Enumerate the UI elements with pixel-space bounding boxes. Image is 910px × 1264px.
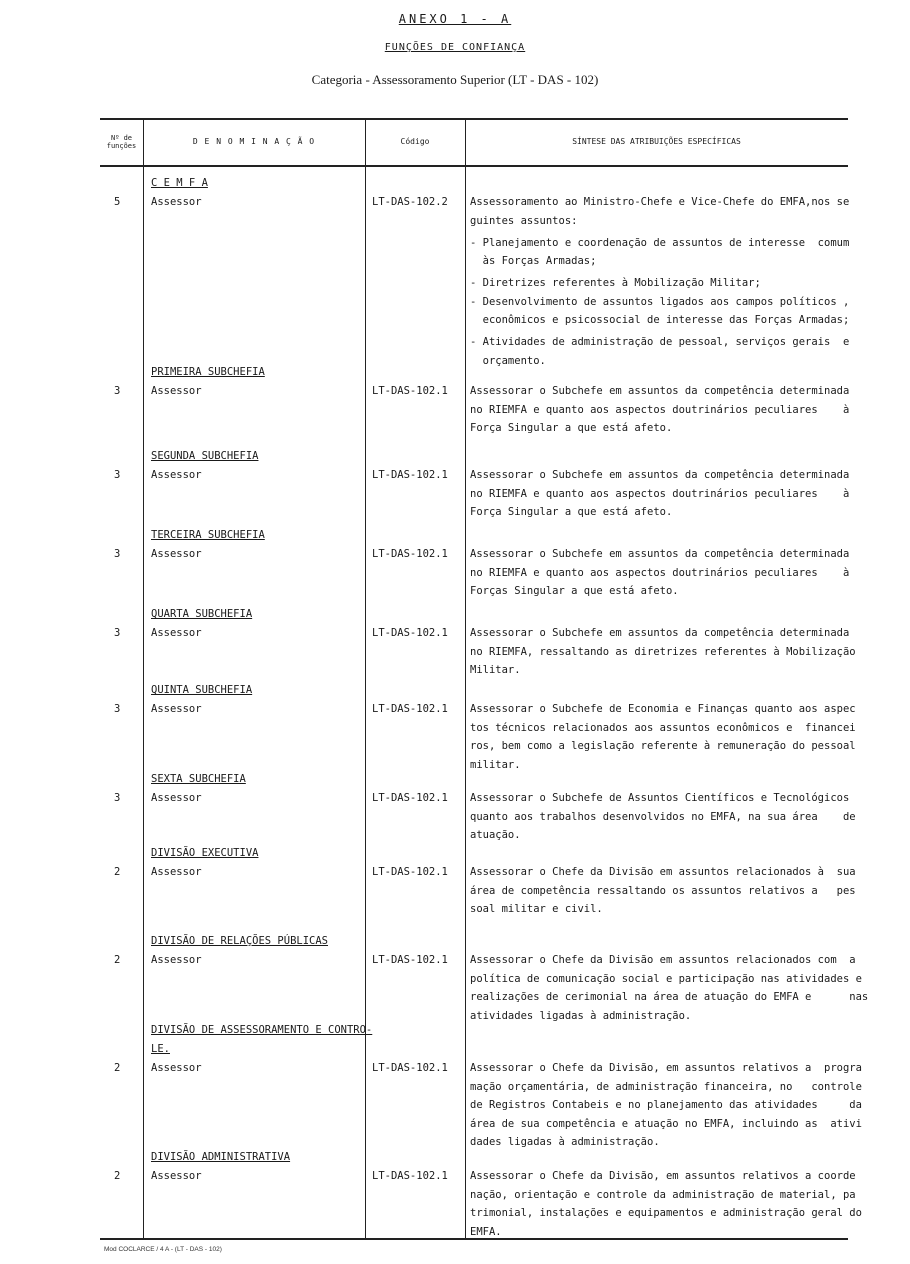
description-line: política de comunicação social e participação nas atividades e (470, 972, 862, 985)
role-code: LT-DAS-102.1 (372, 1170, 448, 1182)
description-line: - Planejamento e coordenação de assuntos de interesse comum (470, 236, 850, 249)
description-line: no RIEMFA e quanto aos aspectos doutrinários peculiares à (470, 487, 850, 500)
role-code: LT-DAS-102.1 (372, 627, 448, 639)
description-line: Assessorar o Subchefe de Assuntos Científicos e Tecnológicos (470, 792, 850, 804)
unit-heading: QUINTA SUBCHEFIA (151, 684, 253, 696)
column-divider (465, 118, 466, 1238)
role-name: Assessor (151, 1170, 202, 1182)
role-name: Assessor (151, 196, 202, 208)
role-code: LT-DAS-102.1 (372, 866, 448, 878)
description-line: Assessorar o Chefe da Divisão, em assuntos relativos a coorde (470, 1170, 856, 1182)
role-name: Assessor (151, 548, 202, 560)
function-count: 3 (114, 548, 121, 560)
role-name: Assessor (151, 866, 202, 878)
header-denomination: D E N O M I N A Ç Ã O (192, 137, 316, 146)
header-code: Código (400, 137, 430, 146)
description-line: ros, bem como a legislação referente à remuneração do pessoal (470, 740, 856, 752)
role-name: Assessor (151, 1062, 202, 1074)
description-line: mação orçamentária, de administração financeira, no controle (470, 1080, 862, 1093)
description-line: Assessorar o Subchefe de Economia e Finanças quanto aos aspec (470, 703, 856, 715)
unit-heading: C E M F A (151, 177, 208, 189)
description-line: Assessorar o Chefe da Divisão, em assuntos relativos a progra (470, 1062, 862, 1074)
description-line: de Registros Contabeis e no planejamento das atividades da (470, 1099, 862, 1111)
description-line: no RIEMFA e quanto aos aspectos doutrinários peculiares à (470, 403, 850, 416)
role-code: LT-DAS-102.1 (372, 1062, 448, 1074)
unit-heading: DIVISÃO DE ASSESSORAMENTO E CONTRO- LE. (151, 1024, 373, 1055)
description-line: área de competência ressaltando os assuntos relativos a pes (470, 884, 856, 897)
description-line: trimonial, instalações e equipamentos e administração geral do (470, 1207, 862, 1219)
description-line: Assessorar o Chefe da Divisão em assuntos relacionados à sua (470, 866, 856, 878)
description-line: tos técnicos relacionados aos assuntos econômicos e financei (470, 721, 856, 734)
description-line: guintes assuntos: (470, 214, 578, 227)
unit-heading: DIVISÃO ADMINISTRATIVA (151, 1151, 291, 1163)
description-line: área de sua competência e atuação no EMFA, incluindo as ativi (470, 1117, 862, 1130)
annex-title: ANEXO 1 - A (398, 12, 512, 26)
unit-heading: PRIMEIRA SUBCHEFIA (151, 366, 265, 378)
function-count: 3 (114, 385, 121, 397)
unit-heading: SEGUNDA SUBCHEFIA (151, 450, 259, 462)
description-line: Assessoramento ao Ministro-Chefe e Vice-Chefe do EMFA,nos se (470, 196, 850, 208)
role-name: Assessor (151, 385, 202, 397)
description-line: Assessorar o Subchefe em assuntos da competência determinada (470, 627, 850, 639)
column-divider (365, 118, 366, 1238)
description-line: no RIEMFA, ressaltando as diretrizes referentes à Mobilização (470, 645, 856, 658)
description-line: Força Singular a que está afeto. (470, 506, 673, 518)
category-line: Categoria - Assessoramento Superior (LT - DAS - 102) (311, 72, 599, 87)
description-line: Assessorar o Chefe da Divisão em assuntos relacionados com a (470, 954, 856, 966)
function-count: 3 (114, 469, 121, 481)
description-line: militar. (470, 758, 521, 771)
role-name: Assessor (151, 469, 202, 481)
description-line: - Desenvolvimento de assuntos ligados aos campos políticos , (470, 295, 850, 308)
form-footer: Mod COCLARCE / 4 A - (LT - DAS - 102) (104, 1246, 222, 1253)
description-line: às Forças Armadas; (470, 255, 597, 267)
unit-heading: TERCEIRA SUBCHEFIA (151, 529, 265, 541)
description-line: orçamento. (470, 354, 546, 367)
role-code: LT-DAS-102.1 (372, 548, 448, 560)
column-divider (143, 118, 144, 1238)
description-line: Assessorar o Subchefe em assuntos da competência determinada (470, 385, 850, 397)
role-code: LT-DAS-102.1 (372, 792, 448, 804)
function-count: 2 (114, 954, 121, 966)
function-count: 3 (114, 703, 121, 715)
function-count: 5 (114, 196, 121, 208)
role-code: LT-DAS-102.1 (372, 954, 448, 966)
description-line: Força Singular a que está afeto. (470, 422, 673, 434)
role-code: LT-DAS-102.1 (372, 385, 448, 397)
function-count: 3 (114, 627, 121, 639)
unit-heading: QUARTA SUBCHEFIA (151, 608, 253, 620)
description-line: - Diretrizes referentes à Mobilização Militar; (470, 277, 761, 289)
description-line: quanto aos trabalhos desenvolvidos no EMFA, na sua área de (470, 810, 856, 823)
role-name: Assessor (151, 954, 202, 966)
function-count: 2 (114, 1062, 121, 1074)
description-line: dades ligadas à administração. (470, 1136, 660, 1148)
document-subtitle: FUNÇÕES DE CONFIANÇA (384, 42, 526, 53)
description-line: nação, orientação e controle da administração de material, pa (470, 1188, 856, 1201)
description-line: EMFA. (470, 1225, 502, 1238)
description-line: no RIEMFA e quanto aos aspectos doutrinários peculiares à (470, 566, 850, 579)
description-line: atuação. (470, 829, 521, 841)
header-count: Nº de funções (106, 133, 137, 150)
header-bottom-border (100, 165, 848, 167)
function-count: 2 (114, 1170, 121, 1182)
role-name: Assessor (151, 792, 202, 804)
description-line: atividades ligadas à administração. (470, 1009, 692, 1022)
function-count: 2 (114, 866, 121, 878)
unit-heading: DIVISÃO EXECUTIVA (151, 847, 259, 859)
role-code: LT-DAS-102.1 (372, 703, 448, 715)
description-line: Assessorar o Subchefe em assuntos da competência determinada (470, 548, 850, 560)
role-name: Assessor (151, 627, 202, 639)
description-line: realizações de cerimonial na área de atuação do EMFA e nas (470, 991, 869, 1003)
description-line: Forças Singular a que está afeto. (470, 585, 679, 597)
role-name: Assessor (151, 703, 202, 715)
description-line: econômicos e psicossocial de interesse das Forças Armadas; (470, 314, 850, 326)
description-line: Assessorar o Subchefe em assuntos da competência determinada (470, 469, 850, 481)
header-synthesis: SÍNTESE DAS ATRIBUIÇÕES ESPECÍFICAS (572, 137, 741, 146)
description-line: Militar. (470, 664, 521, 676)
description-line: soal militar e civil. (470, 903, 603, 915)
unit-heading: SEXTA SUBCHEFIA (151, 773, 246, 785)
description-line: - Atividades de administração de pessoal, serviços gerais e (470, 336, 850, 348)
function-count: 3 (114, 792, 121, 804)
role-code: LT-DAS-102.1 (372, 469, 448, 481)
unit-heading: DIVISÃO DE RELAÇÕES PÚBLICAS (151, 935, 329, 947)
role-code: LT-DAS-102.2 (372, 196, 448, 208)
